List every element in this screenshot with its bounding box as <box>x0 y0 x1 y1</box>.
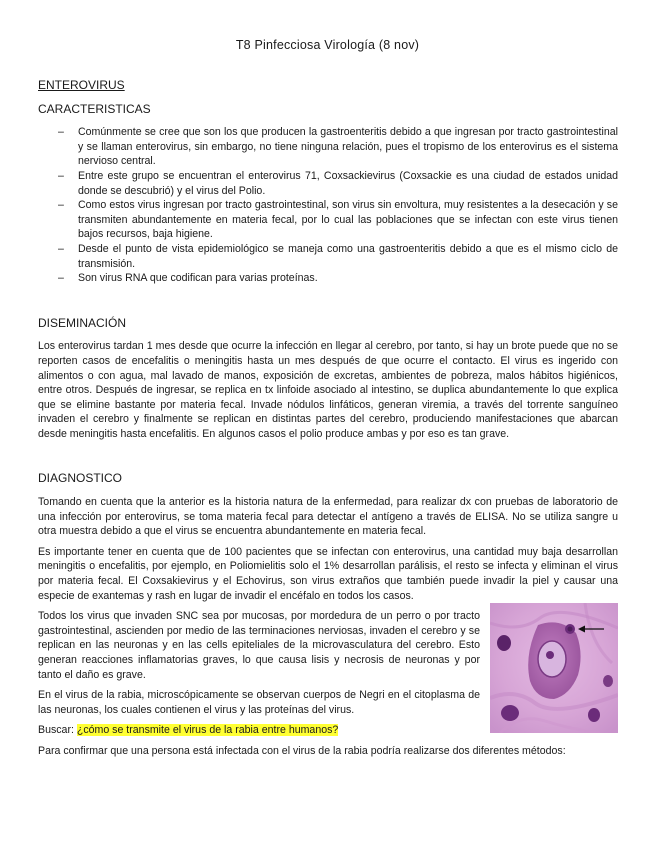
buscar-label: Buscar: <box>38 724 77 737</box>
micrograph-figure <box>490 603 618 733</box>
dash-bullet: – <box>58 199 64 212</box>
section-heading-diagnostico: DIAGNOSTICO <box>38 471 123 486</box>
list-item <box>38 125 618 169</box>
final-paragraph: Para confirmar que una persona está infectada con el virus de la rabia podría realizarse dos diferentes métodos: <box>38 744 566 757</box>
document-body <box>38 78 618 759</box>
section-heading-diseminacion: DISEMINACIÓN <box>38 315 127 330</box>
subheading-caracteristicas: CARACTERISTICAS <box>38 101 151 116</box>
list-item <box>38 198 618 242</box>
document-title: T8 Pinfecciosa Virología (8 nov) <box>235 38 420 52</box>
diagnostico-paragraph-2: Es importante tener en cuenta que de 100 pacientes que se infectan con enterovirus, una cantidad muy baja desarrollan meningitis o encefalitis, por ejemplo, en Poliomielitis solo el 1% desarrollan parálisis, el resto se infecta y eliminan el virus por materia fecal. El Coxsakievirus y el Echovirus, son virus extraños que también puede invadir la piel y causar una especie de exantemas y rash en lugar de invadir el encéfalo en todos los casos. <box>38 545 618 602</box>
diagnostico-paragraph-3: Todos los virus que invaden SNC sea por mucosas, por mordedura de un perro o por tracto gastrointestinal, ascienden por medio de las terminaciones nerviosas, invaden el cerebro y se replican en las neuronas y en las cells epiteliales de la microvasculatura del cerebro. Esto generan reacciones inflamatorias graves, lo que causa lisis y necrosis de neuronas y por tanto el daño es grave. <box>38 610 480 681</box>
highlighted-question: ¿cómo se transmite el virus de la rabia entre humanos? <box>76 724 339 737</box>
diagnostico-paragraph-1: Tomando en cuenta que la anterior es la historia natura de la enfermedad, para realizar dx con pruebas de laboratorio de una infección por enterovirus, se toma materia fecal para detectar el antígeno a través de ELISA. No se utiliza sangre u otra muestra debido a que el virus se encuentra abundantemente en materia fecal. <box>38 496 618 538</box>
characteristics-list <box>38 125 618 286</box>
section-heading-enterovirus: ENTEROVIRUS <box>38 78 125 92</box>
list-item-text: Desde el punto de vista epidemiológico se maneja como una gastroenteritis debido a que es el mismo ciclo de transmisión. <box>78 242 618 270</box>
list-item <box>38 242 618 271</box>
dash-bullet: – <box>58 272 64 285</box>
dash-bullet: – <box>58 169 64 182</box>
dash-bullet: – <box>58 242 64 255</box>
list-item-text: Comúnmente se cree que son los que producen la gastroenteritis debido a que ingresan por tracto gastrointestinal y se llaman enterovirus, sin embargo, no tiene ninguna relación, pues el tropismo de los enterovirus es el sistema nervioso central. <box>78 126 618 168</box>
diseminacion-paragraph: Los enterovirus tardan 1 mes desde que ocurre la infección en llegar al cerebro, por tanto, si hay un brote puede que no se reporten casos de encefalitis o meningitis hasta un mes después de que ocurre el contacto. El virus es ingerido con alimentos o con agua, mal lavado de manos, exposición de excretas, ambientes de pobreza, malos hábitos higiénicos, entre otros. Después de ingresar, se replica en tx linfoide asociado al intestino, se duplica abundantemente lo que explica que se elimine bastante por materia fecal. Invade nódulos linfáticos, generan viremia, a través del torrente sanguíneo invaden el cerebro y finalmente se replican en distintas partes del cerebro, produciendo manifestaciones que abarcan desde meningitis hasta encefalitis. En algunos casos el polio produce ambas y por eso es tan grave. <box>38 340 618 440</box>
diagnostico-paragraph-4: En el virus de la rabia, microscópicamente se observan cuerpos de Negri en el citoplasma de las neuronas, los cuales contienen el virus y las proteínas del virus. <box>38 689 480 716</box>
list-item-text: Son virus RNA que codifican para varias proteínas. <box>78 272 318 285</box>
list-item <box>38 169 618 198</box>
list-item <box>38 271 618 286</box>
dash-bullet: – <box>58 126 64 139</box>
list-item-text: Entre este grupo se encuentran el enterovirus 71, Coxsackievirus (Coxsackie es una ciudad de estados unidad donde se descubrió) y el virus del Polio. <box>78 169 618 197</box>
list-item-text: Como estos virus ingresan por tracto gastrointestinal, son virus sin envoltura, muy resistentes a la desecación y se transmiten abundantemente en materia fecal, por lo cual las poblaciones que se infectan con este virus tienen bajos recursos, baja higiene. <box>78 199 618 241</box>
micrograph-negri-bodies-image <box>490 603 618 733</box>
